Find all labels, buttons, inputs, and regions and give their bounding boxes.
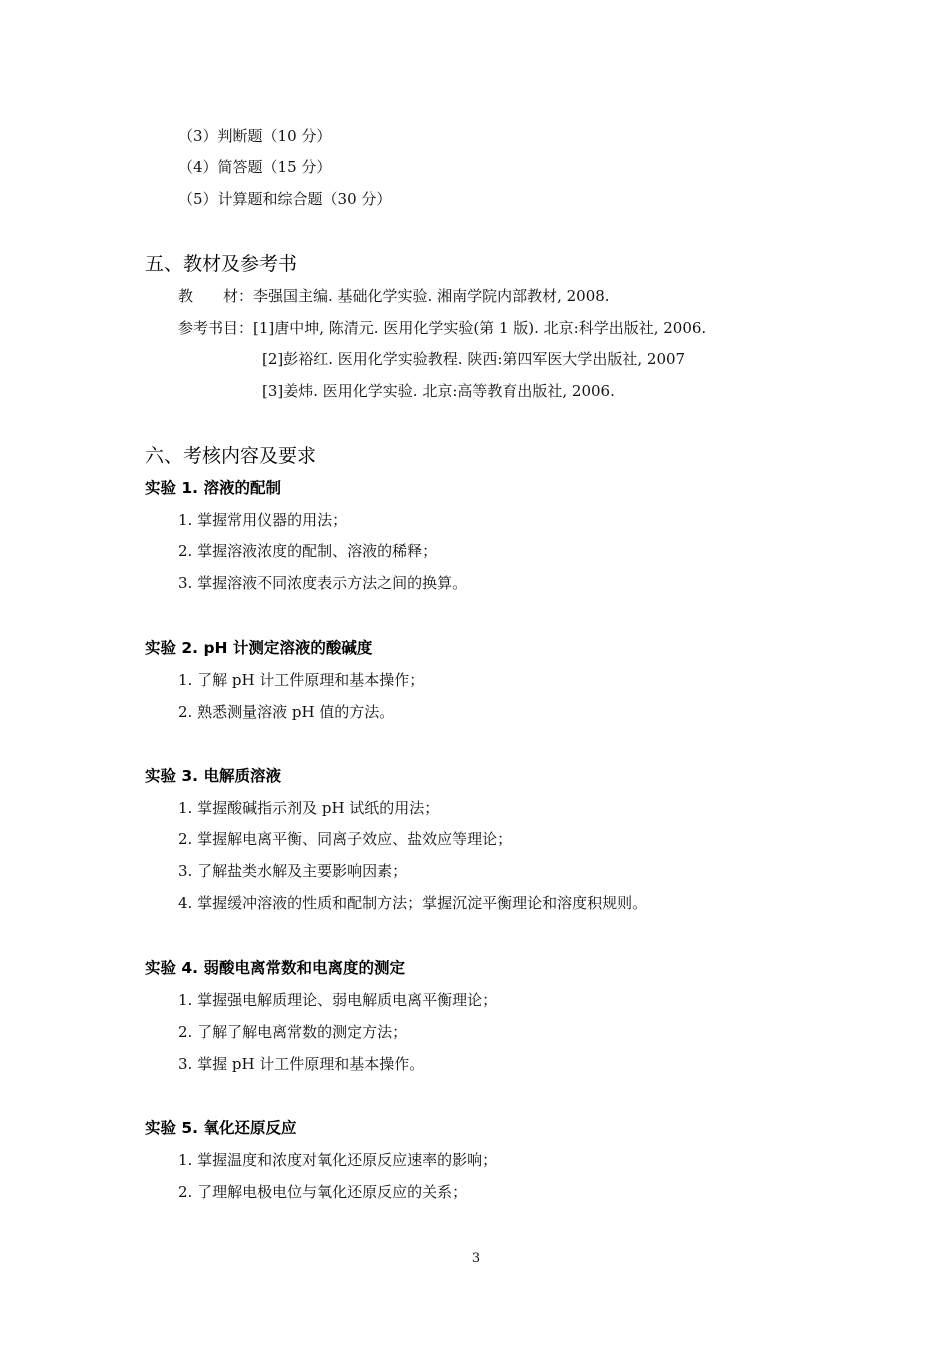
experiment-3-item-3: 3. 了解盐类水解及主要影响因素；	[178, 862, 408, 880]
experiment-3-item-2: 2. 掌握解电离平衡、同离子效应、盐效应等理论；	[178, 830, 513, 848]
experiment-2-title: 实验 2. pH 计测定溶液的酸碱度	[145, 639, 373, 657]
section-6-heading: 六、考核内容及要求	[145, 445, 317, 467]
textbook-line: 教 材：李强国主编. 基础化学实验. 湘南学院内部教材, 2008.	[178, 287, 610, 305]
experiment-4-item-3: 3. 掌握 pH 计工件原理和基本操作。	[178, 1055, 425, 1073]
experiment-1-item-3: 3. 掌握溶液不同浓度表示方法之间的换算。	[178, 574, 468, 592]
experiment-1-item-1: 1. 掌握常用仪器的用法；	[178, 511, 348, 529]
experiment-3-title: 实验 3. 电解质溶液	[145, 767, 281, 785]
experiment-4-item-2: 2. 了解了解电离常数的测定方法；	[178, 1023, 408, 1041]
exam-part-5: （5）计算题和综合题（30 分）	[178, 190, 392, 208]
exam-part-3: （3）判断题（10 分）	[178, 127, 332, 145]
experiment-3-item-4: 4. 掌握缓冲溶液的性质和配制方法；掌握沉淀平衡理论和溶度积规则。	[178, 894, 648, 912]
experiment-5-item-2: 2. 了理解电极电位与氧化还原反应的关系；	[178, 1183, 468, 1201]
experiment-5-item-1: 1. 掌握温度和浓度对氧化还原反应速率的影响；	[178, 1151, 498, 1169]
experiment-2-item-1: 1. 了解 pH 计工件原理和基本操作；	[178, 671, 425, 689]
experiment-1-item-2: 2. 掌握溶液浓度的配制、溶液的稀释；	[178, 542, 438, 560]
experiment-3-item-1: 1. 掌握酸碱指示剂及 pH 试纸的用法；	[178, 799, 440, 817]
experiment-4-title: 实验 4. 弱酸电离常数和电离度的测定	[145, 959, 405, 977]
page-number: 3	[471, 1251, 481, 1266]
reference-3: [3]姜炜. 医用化学实验. 北京:高等教育出版社, 2006.	[262, 382, 615, 400]
experiment-4-item-1: 1. 掌握强电解质理论、弱电解质电离平衡理论；	[178, 991, 498, 1009]
experiment-5-title: 实验 5. 氧化还原反应	[145, 1119, 297, 1137]
exam-part-4: （4）简答题（15 分）	[178, 158, 332, 176]
experiment-2-item-2: 2. 熟悉测量溶液 pH 值的方法。	[178, 703, 395, 721]
section-5-heading: 五、教材及参考书	[145, 253, 298, 275]
reference-2: [2]彭裕红. 医用化学实验教程. 陕西:第四军医大学出版社, 2007	[262, 350, 686, 368]
reference-1: 参考书目：[1]唐中坤, 陈清元. 医用化学实验(第 1 版). 北京:科学出版社, 2006.	[178, 319, 707, 337]
experiment-1-title: 实验 1. 溶液的配制	[145, 479, 281, 497]
